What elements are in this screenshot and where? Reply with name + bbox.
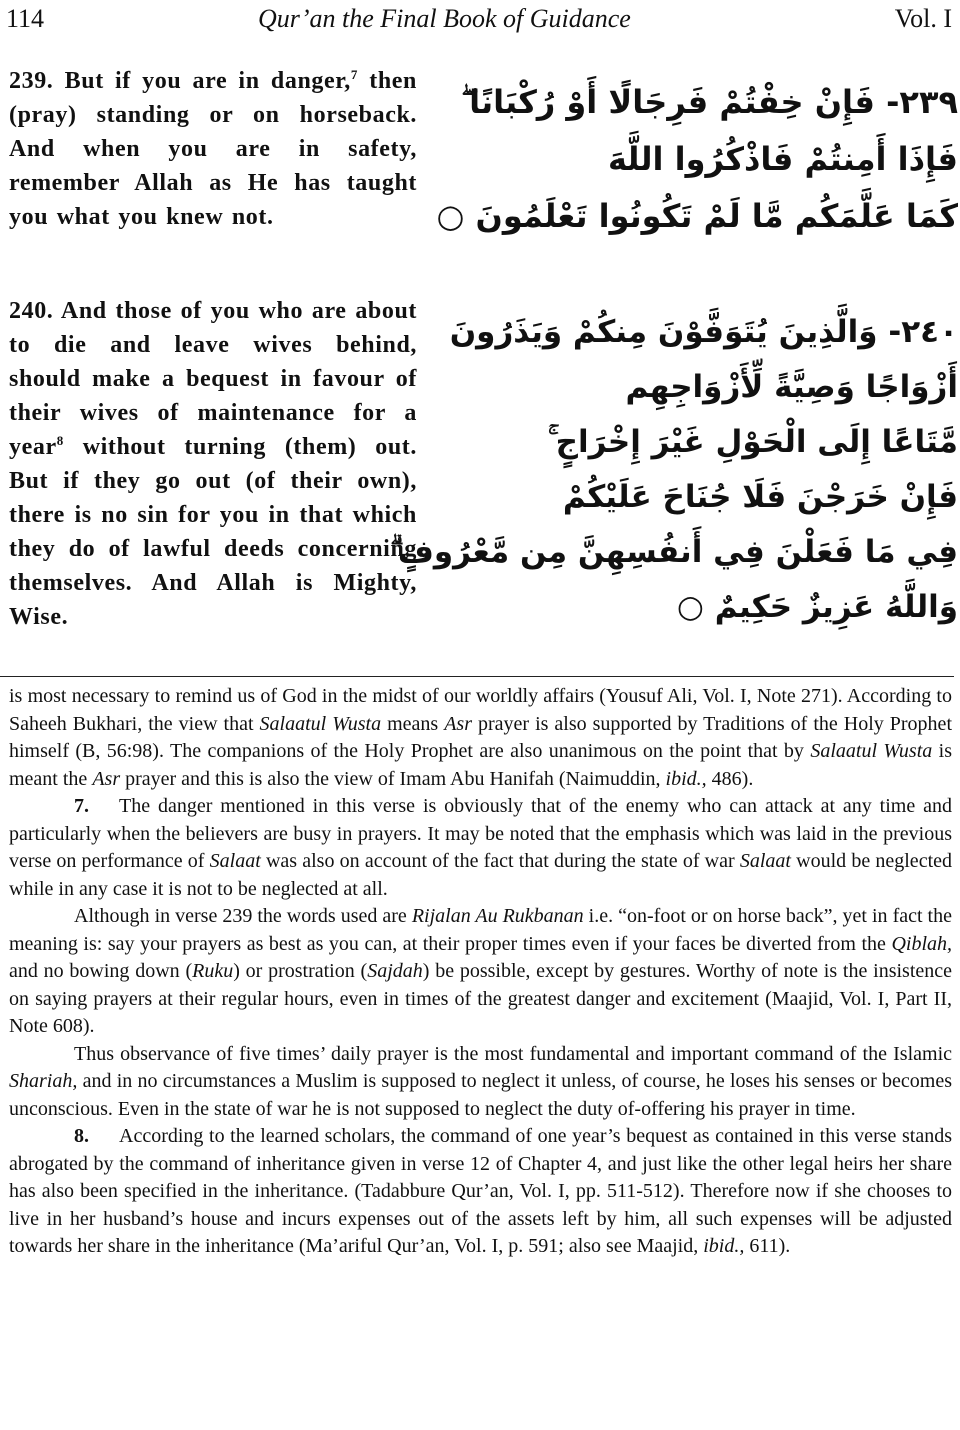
note-7-paragraph-3: Thus observance of five times’ daily prayer is the most fundamental and important command of the Islamic Shariah, and in no circumstances a Muslim is supposed to neglect it unless, of course, he loses his senses or becomes unconscious. Even in the state of war he is not supposed to neglect the duty of-offering his prayer in time. bbox=[9, 1042, 952, 1120]
verse-239-translation bbox=[9, 64, 417, 234]
volume-label: Vol. I bbox=[894, 4, 952, 33]
verse-text: But if you are in danger, bbox=[64, 68, 351, 94]
note-8: 8. According to the learned scholars, the command of one year’s bequest as contained in this verse stands abrogated by the command of inheritance given in verse 12 of Chapter 4, and just like the other legal heirs her share has also been specified in the inheritance. (Tadabbure Qur’an, Vol. I, pp. 511-512). Therefore now if she chooses to live in her husband’s house and incurs expenses out of the assets left by him, all such expenses will be adjusted towards her share in the inheritance (Ma’ariful Qur’an, Vol. I, p. 591; also see Maajid, ibid., 611). bbox=[9, 1125, 952, 1257]
arabic-line: مَّتَاعًا إِلَى الْحَوْلِ غَيْرَ إِخْرَاجٍ ۚ bbox=[547, 424, 958, 460]
verse-239-arabic bbox=[436, 74, 958, 245]
note-continuation: is most necessary to remind us of God in the midst of our worldly affairs (Yousuf Ali, Vol. I, Note 271). According to Saheeh Bukhari, the view that Salaatul Wusta means Asr prayer is also supported by Traditions of the Holy Prophet himself (B, 56:98). The companions of the Holy Prophet are also unanimous on the point that by Salaatul Wusta is meant the Asr prayer and this is also the view of Imam Abu Hanifah (Naimuddin, ibid., 486). bbox=[9, 685, 953, 790]
section-divider bbox=[0, 676, 954, 677]
verse-number: 239. bbox=[9, 68, 54, 94]
verse-text: And those of you who are about to die and leave wives behind, should make a bequest in favour of their wives of maintenance for a year bbox=[9, 298, 418, 460]
footnote-number: 7. bbox=[74, 795, 89, 817]
arabic-line: فَإِذَا أَمِنتُمْ فَاذْكُرُوا اللَّهَ bbox=[608, 140, 958, 178]
arabic-line: فَإِنْ خَرَجْنَ فَلَا جُنَاحَ عَلَيْكُمْ bbox=[562, 479, 958, 515]
page-number: 114 bbox=[6, 4, 45, 33]
verse-number: 240. bbox=[9, 298, 54, 324]
arabic-line: وَاللَّهُ عَزِيزٌ حَكِيمٌ ○ bbox=[676, 589, 958, 625]
verse-text: without turning (them) out. But if they go out (of their own), there is no sin for you in that which they do of lawful deeds concerning themselves. And Allah is Mighty, Wise. bbox=[9, 434, 417, 630]
arabic-line: فِي مَا فَعَلْنَ فِي أَنفُسِهِنَّ مِن مَّعْرُوفٍ ۗ bbox=[390, 534, 958, 570]
arabic-line: أَزْوَاجًا وَصِيَّةً لِّأَزْوَاجِهِم bbox=[625, 369, 958, 405]
verse-240-translation bbox=[9, 294, 417, 634]
page-header bbox=[0, 0, 960, 40]
verse-text: then (pray) standing or on horseback. And when you are in safety, remember Allah as He has taught you what you knew not. bbox=[9, 68, 417, 230]
note-7: 7. The danger mentioned in this verse is obviously that of the enemy who can attack at any time and particularly when the believers are busy in prayers. It may be noted that the emphasis which was laid in the previous verse on performance of Salaat was also on account of the fact that during the state of war Salaat would be neglected while in any case it is not to be neglected at all. bbox=[9, 795, 952, 900]
note-7-paragraph-2: Although in verse 239 the words used are Rijalan Au Rukbanan i.e. “on-foot or on horse back”, yet in fact the meaning is: say your prayers as best as you can, at their proper times even if your faces be diverted from the Qiblah, and no bowing down (Ruku) or prostration (Sajdah) be possible, except by gestures. Worthy of note is the insistence on saying prayers at their regular hours, even in times of the greatest danger and excitement (Maajid, Vol. I, Part II, Note 608). bbox=[9, 905, 953, 1037]
arabic-line: ٢٣٩- فَإِنْ خِفْتُمْ فَرِجَالًا أَوْ رُكْبَانًا ۖ bbox=[461, 83, 958, 121]
footnote-number: 8. bbox=[74, 1125, 89, 1147]
arabic-line: كَمَا عَلَّمَكُم مَّا لَمْ تَكُونُوا تَعْلَمُونَ ○ bbox=[436, 197, 958, 235]
footnote-ref[interactable]: 8 bbox=[56, 433, 64, 448]
footnote-ref[interactable]: 7 bbox=[350, 67, 358, 82]
book-title: Qur’an the Final Book of Guidance bbox=[258, 4, 631, 33]
footnotes bbox=[9, 683, 952, 1261]
arabic-line: ٢٤٠- وَالَّذِينَ يُتَوَفَّوْنَ مِنكُمْ وَيَذَرُونَ bbox=[449, 314, 958, 350]
verse-240-arabic bbox=[390, 305, 958, 635]
